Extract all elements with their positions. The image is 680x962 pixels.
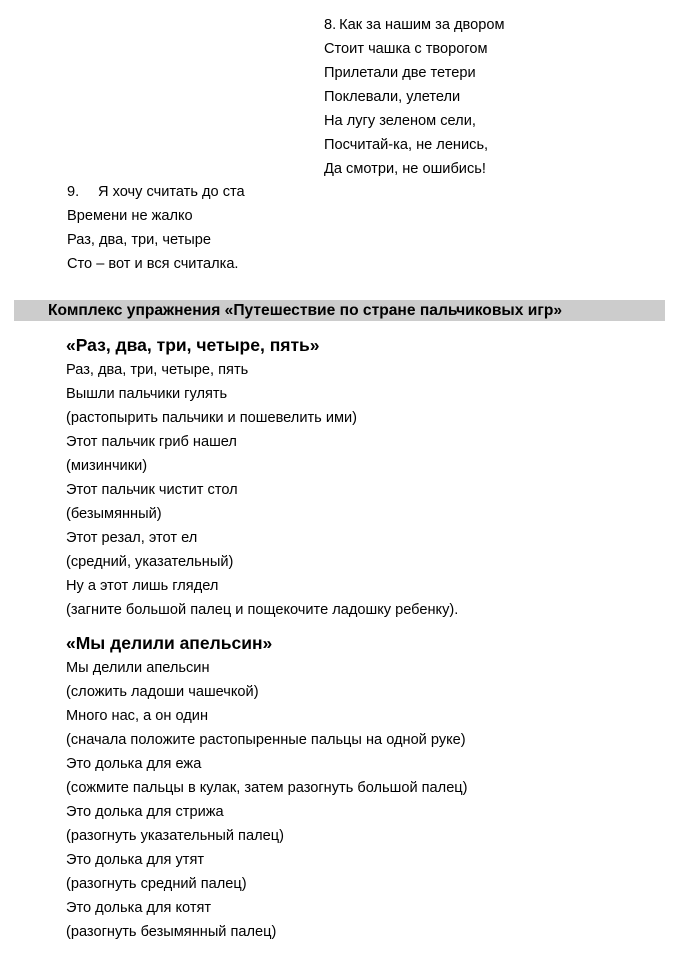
section-heading-bar: [14, 300, 665, 321]
game-line: Это долька для утят: [66, 852, 205, 868]
game-line: (разогнуть указательный палец): [66, 828, 284, 844]
game-line: (сожмите пальцы в кулак, затем разогнуть большой палец): [66, 780, 468, 796]
game-line: (растопырить пальчики и пошевелить ими): [66, 410, 358, 426]
game-line: Этот резал, этот ел: [66, 530, 198, 546]
poem-line: Раз, два, три, четыре: [67, 232, 212, 248]
game-line: Это долька для ежа: [66, 756, 202, 772]
poem-line-text: Я хочу считать до ста: [98, 184, 245, 200]
game-line: Это долька для стрижа: [66, 804, 224, 820]
poem-line: Прилетали две тетери: [324, 65, 476, 81]
poem-number: 9.: [67, 184, 80, 200]
game-line: Раз, два, три, четыре, пять: [66, 362, 249, 378]
game-line: (разогнуть безымянный палец): [66, 924, 277, 940]
poem-line-text: Как за нашим за двором: [339, 17, 505, 33]
poem-line: Поклевали, улетели: [324, 89, 461, 105]
game-line: (мизинчики): [66, 458, 148, 474]
game-line: (загните большой палец и пощекочите ладошку ребенку).: [66, 602, 459, 618]
game-line: Вышли пальчики гулять: [66, 386, 228, 402]
finger-game-1: [66, 332, 458, 622]
game-line: (сложить ладоши чашечкой): [66, 684, 259, 700]
game-line: Ну а этот лишь глядел: [66, 578, 219, 594]
game-line: Мы делили апельсин: [66, 660, 210, 676]
game-line: Этот пальчик гриб нашел: [66, 434, 237, 450]
poem-line: [324, 13, 505, 37]
game-line: Это долька для котят: [66, 900, 212, 916]
finger-game-2: [66, 630, 468, 944]
poem-line: Сто – вот и вся считалка.: [67, 256, 239, 272]
poem-line: Посчитай-ка, не ленись,: [324, 137, 489, 153]
poem-8: [324, 13, 505, 181]
poem-line: Да смотри, не ошибись!: [324, 161, 486, 177]
game-title: «Мы делили апельсин»: [66, 633, 273, 653]
poem-line: Времени не жалко: [67, 208, 193, 224]
game-line: (безымянный): [66, 506, 162, 522]
game-line: (сначала положите растопыренные пальцы на одной руке): [66, 732, 466, 748]
poem-line: На лугу зеленом сели,: [324, 113, 476, 129]
poem-number: 8.: [324, 17, 337, 33]
game-line: Много нас, а он один: [66, 708, 209, 724]
poem-line: [67, 180, 245, 204]
game-line: (средний, указательный): [66, 554, 234, 570]
game-title: «Раз, два, три, четыре, пять»: [66, 335, 320, 355]
game-line: (разогнуть средний палец): [66, 876, 247, 892]
poem-line: Стоит чашка с творогом: [324, 41, 488, 57]
game-line: Этот пальчик чистит стол: [66, 482, 238, 498]
section-heading: Комплекс упражнения «Путешествие по стране пальчиковых игр»: [48, 302, 563, 319]
poem-9: [67, 180, 245, 276]
